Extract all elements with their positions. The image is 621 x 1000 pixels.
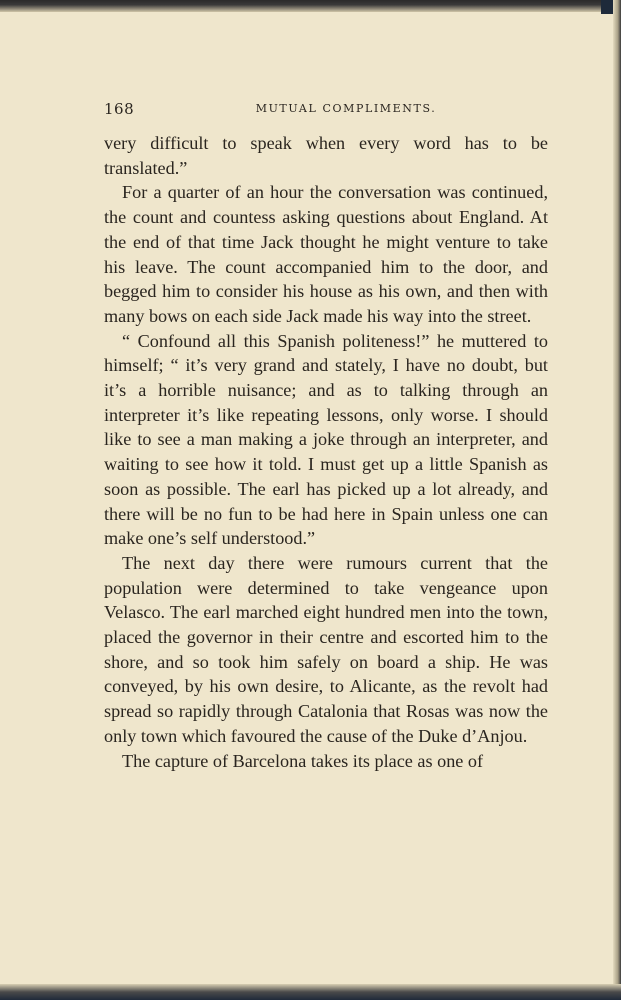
page-header bbox=[104, 100, 548, 120]
paragraph: The capture of Barcelona takes its place as one of bbox=[122, 750, 484, 771]
paragraph: very difficult to speak when every word has to be translated.” bbox=[104, 133, 548, 178]
body-text bbox=[104, 131, 548, 773]
paragraph: “ Confound all this Spanish politeness!” he muttered to himself; “ it’s very grand and stately, I have no doubt, but it’s a horrible nuisance; and as to talking through an interpreter it’s like repeating lessons, only worse. I should like to see a man making a joke through an interpreter, and waiting to see how it told. I must get up a little Spanish as soon as possible. The earl has picked up a lot already, and there will be no fun to be had here in Spain unless one can make one’s self understood.” bbox=[104, 330, 548, 549]
page-right-edge bbox=[613, 0, 621, 1000]
paragraph: For a quarter of an hour the conversation was continued, the count and countess asking questions about England. At the end of that time Jack thought he might venture to take his leave. The count accompanied him to the door, and begged him to consider his house as his own, and then with many bows on each side Jack made his way into the street. bbox=[104, 182, 548, 326]
page-bottom-edge bbox=[0, 984, 621, 1000]
page-number: 168 bbox=[104, 100, 135, 118]
page-top-edge bbox=[0, 0, 621, 12]
running-head: MUTUAL COMPLIMENTS. bbox=[255, 102, 437, 115]
paragraph: The next day there were rumours current that the population were determined to take vengeance upon Velasco. The earl marched eight hundred men into the town, placed the governor in their centre and escorted him to the shore, and so took him safely on board a ship. He was conveyed, by his own desire, to Alicante, as the revolt had spread so rapidly through Catalonia that Rosas was now the only town which favoured the cause of the Duke d’Anjou. bbox=[104, 552, 548, 746]
